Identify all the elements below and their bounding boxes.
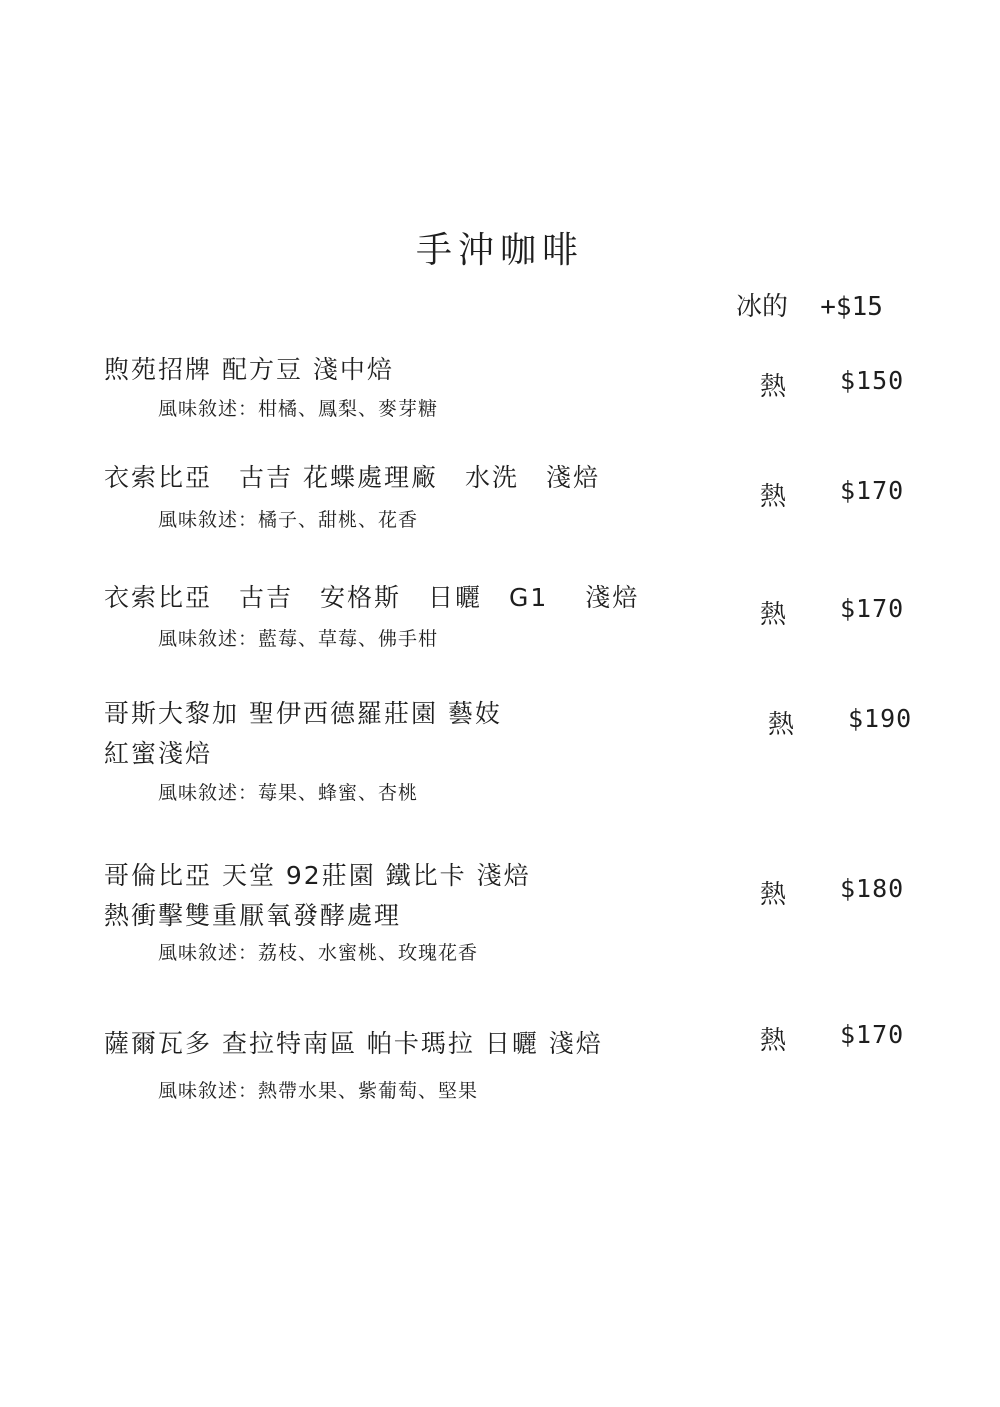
item-name: [104, 694, 704, 774]
item-temperature: 熱: [760, 482, 787, 512]
iced-label: 冰的: [736, 292, 789, 322]
item-name-line: 衣索比亞 古吉 花蝶處理廠 水洗 淺焙: [104, 463, 600, 492]
item-temperature: 熱: [760, 1026, 787, 1056]
item-flavor: 風味敘述：熱帶水果、紫葡萄、堅果: [158, 1080, 479, 1102]
item-name-line: 熱衝擊雙重厭氧發酵處理: [104, 901, 402, 930]
item-flavor: 風味敘述：柑橘、鳳梨、麥芽糖: [158, 398, 439, 420]
item-flavor: 風味敘述：藍莓、草莓、佛手柑: [158, 628, 439, 650]
item-name: [104, 578, 704, 618]
item-flavor: 風味敘述：橘子、甜桃、花香: [158, 509, 419, 531]
item-temperature: 熱: [760, 372, 787, 402]
item-price: $170: [840, 1020, 905, 1049]
item-flavor: 風味敘述：荔枝、水蜜桃、玫瑰花香: [158, 942, 479, 964]
item-name-line: 薩爾瓦多 查拉特南區 帕卡瑪拉 日曬 淺焙: [104, 1029, 603, 1058]
item-temperature: 熱: [760, 880, 787, 910]
item-name: [104, 856, 704, 936]
iced-surcharge-note: [736, 286, 883, 323]
item-price: $190: [848, 704, 913, 733]
item-temperature: 熱: [768, 710, 795, 740]
item-price: $170: [840, 476, 905, 505]
item-temperature: 熱: [760, 600, 787, 630]
item-price: $170: [840, 594, 905, 623]
item-name-line: 煦苑招牌 配方豆 淺中焙: [104, 355, 394, 384]
item-name-line: 哥倫比亞 天堂 92莊園 鐵比卡 淺焙: [104, 861, 531, 890]
item-name-line: 哥斯大黎加 聖伊西德羅莊園 藝妓: [104, 699, 502, 728]
item-price: $180: [840, 874, 905, 903]
item-name-line: 衣索比亞 古吉 安格斯 日曬 G1 淺焙: [104, 583, 640, 612]
item-name-line: 紅蜜淺焙: [104, 739, 213, 768]
menu-title: 手沖咖啡: [415, 230, 584, 271]
iced-surcharge-price: +$15: [820, 292, 883, 322]
item-flavor: 風味敘述：莓果、蜂蜜、杏桃: [158, 782, 419, 804]
item-name: [104, 458, 704, 498]
item-name: [104, 350, 704, 390]
item-price: $150: [840, 366, 905, 395]
item-name: [104, 1024, 704, 1064]
